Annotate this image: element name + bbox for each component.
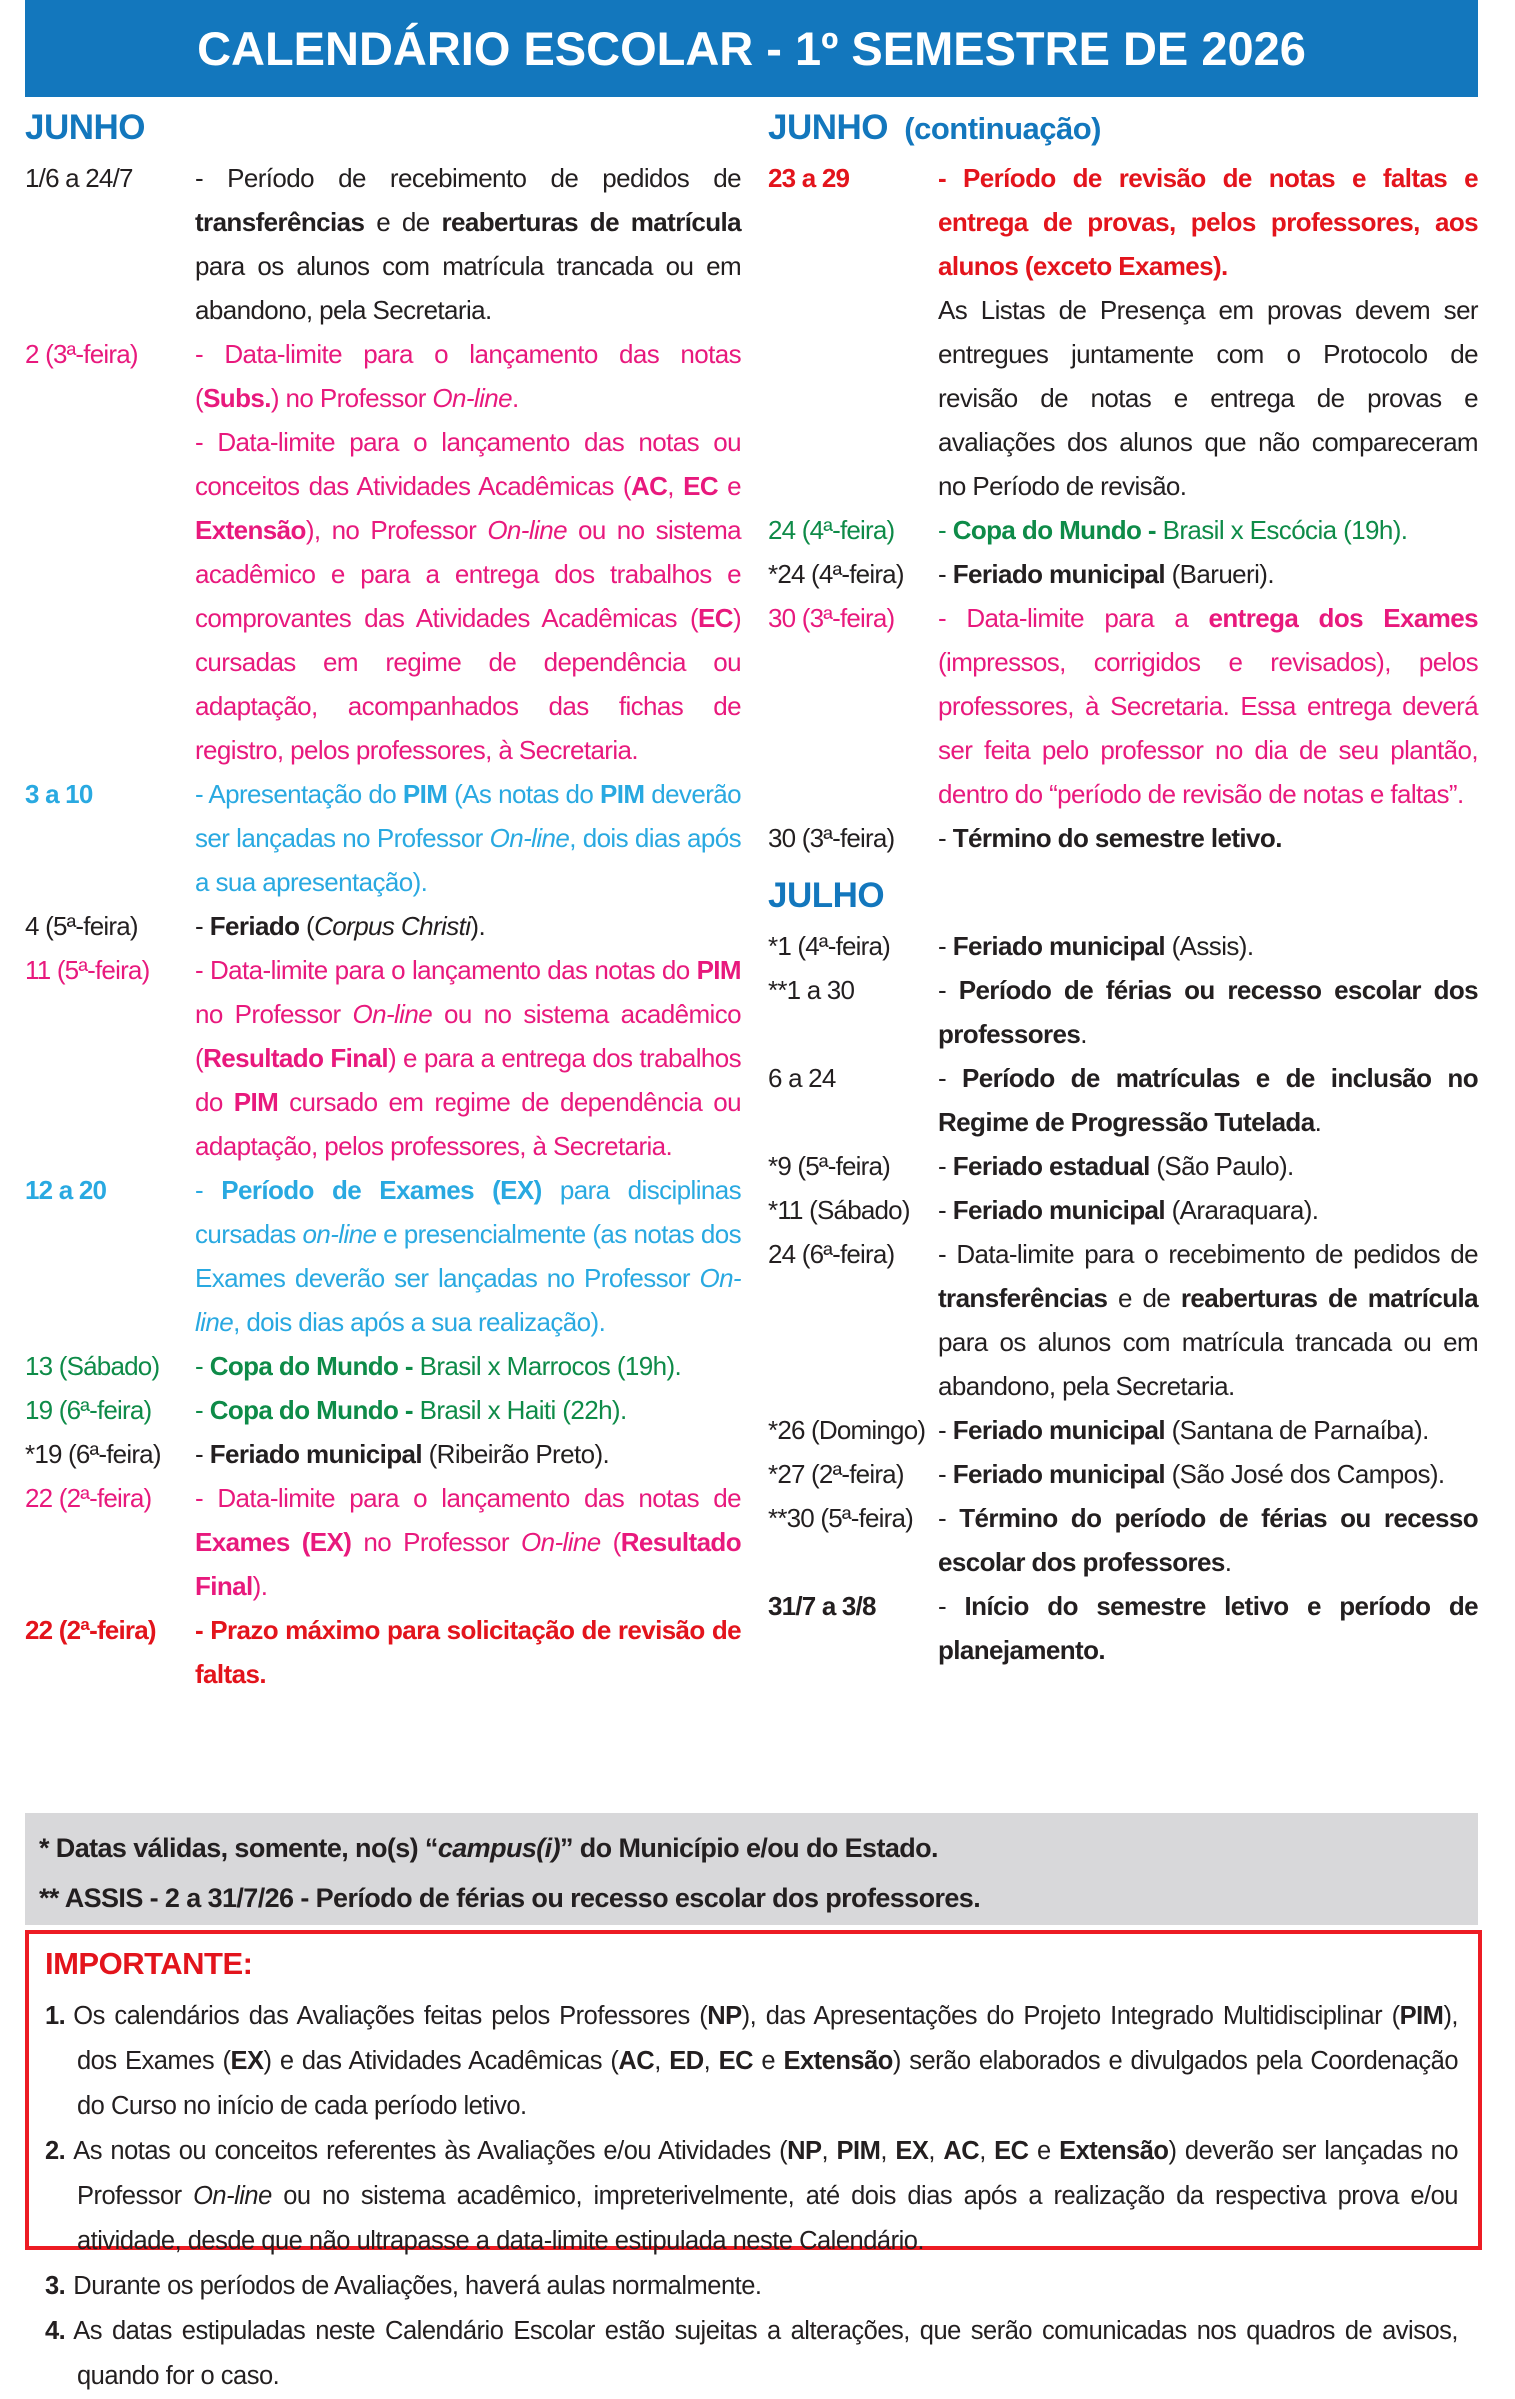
text-segment: Durante os períodos de Avaliações, haverá aulas normalmente. <box>73 2272 762 2300</box>
text-segment: - <box>195 1175 222 1205</box>
calendar-entry <box>768 596 1478 816</box>
text-segment: Brasil x Escócia (19h). <box>1155 515 1408 545</box>
header-banner <box>25 0 1478 97</box>
entry-paragraph <box>195 772 741 904</box>
text-segment: Término do período de férias ou recesso escolar dos professores <box>938 1503 1478 1577</box>
text-segment: , <box>880 2137 896 2165</box>
text-segment: - <box>938 515 953 545</box>
entry-date: 3 a 10 <box>25 779 93 809</box>
text-segment: Os calendários das Avaliações feitas pelos Professores ( <box>73 2002 708 2030</box>
text-segment: (Assis). <box>1164 931 1254 961</box>
entry-text <box>938 1144 1478 1188</box>
text-segment: NP <box>707 2002 742 2030</box>
text-segment: - <box>938 1503 960 1533</box>
entry-date: 31/7 a 3/8 <box>768 1591 876 1621</box>
text-segment: - <box>938 559 953 589</box>
text-segment: ) cursadas em regime de dependência ou adaptação, acompanhados das fichas de registro, pelos professores, à Secretaria. <box>195 603 741 765</box>
entry-text <box>938 1584 1478 1672</box>
text-segment: Feriado municipal <box>952 931 1165 961</box>
text-segment: e presencialmente (as notas dos Exames deverão ser lançadas no Professor <box>195 1219 741 1293</box>
calendar-entry <box>25 772 741 904</box>
calendar-entry <box>25 1476 741 1608</box>
calendar-entry <box>25 420 741 772</box>
text-segment: transferências <box>938 1283 1108 1313</box>
text-segment: On-line <box>432 383 512 413</box>
text-segment: e de <box>1107 1283 1181 1313</box>
text-segment: ) e das Atividades Acadêmicas ( <box>263 2047 619 2075</box>
text-segment: . <box>1224 1547 1232 1577</box>
calendar-entry <box>25 332 741 420</box>
text-segment: PIM <box>233 1087 279 1117</box>
month-heading <box>768 876 1478 916</box>
text-segment: on-line <box>302 1219 377 1249</box>
text-segment: ou no sistema acadêmico, impreterivelmente, até dois dias após a realização da respectiva prova e/ou atividade, desde que não ultrapasse a data-limite estipulada neste Calendário. <box>77 2182 1458 2255</box>
text-segment: ), dos Exames ( <box>77 2002 1459 2075</box>
text-segment: e <box>718 471 742 501</box>
text-segment: - <box>195 1439 210 1469</box>
text-segment: ou no sistema acadêmico ( <box>195 999 741 1073</box>
text-segment: Período de férias ou recesso escolar dos professores <box>938 975 1478 1049</box>
entry-text <box>195 772 741 904</box>
entry-paragraph <box>195 156 741 332</box>
text-segment: Copa do Mundo - <box>209 1351 413 1381</box>
calendar-entry <box>25 948 741 1168</box>
text-segment: campus(i) <box>437 1833 560 1863</box>
important-title: IMPORTANTE: <box>45 1946 253 1981</box>
text-segment: e <box>1028 2137 1060 2165</box>
text-segment: ou no sistema acadêmico e para a entrega dos trabalhos e comprovantes das Atividades Acadêmicas ( <box>195 515 741 633</box>
important-item <box>45 2264 1458 2309</box>
text-segment: - <box>938 931 953 961</box>
text-segment: AC <box>618 2047 655 2075</box>
entry-date: *24 (4ª-feira) <box>768 559 904 589</box>
entry-date: 13 (Sábado) <box>25 1351 160 1381</box>
entry-date: 6 a 24 <box>768 1063 836 1093</box>
entry-text <box>938 968 1478 1056</box>
important-item <box>45 2309 1458 2399</box>
month-name: JUNHO <box>25 108 146 147</box>
entry-date: *26 (Domingo) <box>768 1415 926 1445</box>
footnote-line <box>39 1823 1464 1873</box>
text-segment: Extensão <box>783 2047 893 2075</box>
text-segment: Brasil x Marrocos (19h). <box>412 1351 682 1381</box>
text-segment: - Data-limite para a <box>938 603 1209 633</box>
text-segment: EC <box>683 471 718 501</box>
text-segment: - <box>938 163 964 193</box>
calendar-entry <box>768 1452 1478 1496</box>
entry-date: 30 (3ª-feira) <box>768 603 895 633</box>
entry-date: 24 (4ª-feira) <box>768 515 895 545</box>
text-segment: - <box>938 1591 965 1621</box>
text-segment: Copa do Mundo - <box>952 515 1156 545</box>
calendar-entry <box>768 968 1478 1056</box>
text-segment: PIM <box>696 955 741 985</box>
text-segment: Prazo máximo para solicitação de revisão de faltas. <box>195 1615 741 1689</box>
month-heading <box>25 108 741 148</box>
text-segment: Corpus Christi <box>314 911 471 941</box>
calendar-entry <box>768 1144 1478 1188</box>
text-segment: Extensão <box>1059 2137 1169 2165</box>
text-segment: (Santana de Parnaíba). <box>1164 1415 1429 1445</box>
month-name: JUNHO <box>768 108 889 147</box>
text-segment: - Data-limite para o lançamento das notas ( <box>195 339 741 413</box>
entry-date: **1 a 30 <box>768 975 855 1005</box>
entry-paragraph <box>195 948 741 1168</box>
entry-paragraph <box>938 1188 1478 1232</box>
calendar-entry <box>25 904 741 948</box>
entry-text <box>195 420 741 772</box>
calendar-entry <box>768 1408 1478 1452</box>
text-segment: As datas estipuladas neste Calendário Escolar estão sujeitas a alterações, que serão comunicadas nos quadros de avisos, quando for o caso. <box>73 2317 1458 2390</box>
text-segment: , dois dias após a sua realização). <box>233 1307 606 1337</box>
text-segment: - <box>938 823 953 853</box>
text-segment: , <box>821 2137 837 2165</box>
entry-date: 1/6 a 24/7 <box>25 163 133 193</box>
text-segment: - <box>938 1195 953 1225</box>
text-segment: ) serão elaborados e divulgados pela Coordenação do Curso no início de cada período letivo. <box>77 2047 1459 2120</box>
text-segment: EC <box>698 603 733 633</box>
entry-paragraph <box>938 1144 1478 1188</box>
text-segment: ( <box>299 911 315 941</box>
text-segment: AC <box>630 471 668 501</box>
entry-date: 22 (2ª-feira) <box>25 1615 156 1645</box>
text-segment: . <box>512 383 519 413</box>
text-segment: On-line <box>193 2182 272 2210</box>
entry-text <box>195 1608 741 1696</box>
text-segment: EX <box>895 2137 929 2165</box>
calendar-entry <box>25 1608 741 1696</box>
entry-paragraph <box>195 1608 741 1696</box>
text-segment: PIM <box>402 779 448 809</box>
entry-paragraph <box>195 1344 741 1388</box>
text-segment: As Listas de Presença em provas devem ser entregues juntamente com o Protocolo de revisão de notas e entrega de provas e avaliações dos alunos que não compareceram no Período de revisão. <box>938 295 1478 501</box>
calendar-entry <box>768 156 1478 508</box>
text-segment: - <box>938 975 959 1005</box>
calendar-entry <box>25 1432 741 1476</box>
text-segment: , <box>979 2137 995 2165</box>
important-item <box>45 2129 1458 2264</box>
calendar-entry <box>768 552 1478 596</box>
text-segment: (Barueri). <box>1164 559 1274 589</box>
entry-paragraph <box>938 1056 1478 1144</box>
text-segment: Início do semestre letivo e período de planejamento. <box>938 1591 1478 1665</box>
entry-text <box>938 816 1478 860</box>
entry-date: *11 (Sábado) <box>768 1195 910 1225</box>
text-segment: EC <box>994 2137 1029 2165</box>
entry-paragraph <box>938 1232 1478 1408</box>
item-number: 3. <box>45 2272 66 2300</box>
text-segment: para os alunos com matrícula trancada ou em abandono, pela Secretaria. <box>938 1327 1478 1401</box>
entry-date: 19 (6ª-feira) <box>25 1395 152 1425</box>
text-segment: Período de revisão de notas e faltas e entrega de provas, pelos professores, aos alunos (exceto Exames). <box>938 163 1479 281</box>
text-segment: Brasil x Haiti (22h). <box>412 1395 627 1425</box>
text-segment: - Período de recebimento de pedidos de <box>195 163 741 193</box>
entry-paragraph <box>938 156 1478 288</box>
text-segment: (Araraquara). <box>1164 1195 1319 1225</box>
text-segment: transferências <box>195 207 365 237</box>
entry-text <box>195 1388 741 1432</box>
entry-paragraph <box>938 968 1478 1056</box>
calendar-entry <box>25 1388 741 1432</box>
calendar-entry <box>768 1584 1478 1672</box>
text-segment: As notas ou conceitos referentes às Avaliações e/ou Atividades ( <box>73 2137 788 2165</box>
text-segment: ** ASSIS - 2 a 31/7/26 - Período de férias ou recesso escolar dos professores. <box>39 1883 981 1913</box>
text-segment: - Data-limite para o lançamento das notas de <box>195 1483 741 1513</box>
text-segment: Resultado Final <box>203 1043 389 1073</box>
text-segment: Copa do Mundo - <box>209 1395 413 1425</box>
text-segment: (São José dos Campos). <box>1164 1459 1445 1489</box>
calendar-column-left <box>25 106 741 1696</box>
text-segment: On-line <box>195 1263 741 1337</box>
text-segment: Feriado municipal <box>952 1459 1165 1489</box>
text-segment: ED <box>669 2047 704 2075</box>
entry-date: *27 (2ª-feira) <box>768 1459 904 1489</box>
calendar-entry <box>25 1168 741 1344</box>
text-segment: On-line <box>489 823 570 853</box>
text-segment: ) deverão ser lançadas no Professor <box>77 2137 1459 2210</box>
entry-text <box>938 508 1478 552</box>
text-segment: ). <box>252 1571 268 1601</box>
entry-paragraph <box>938 1496 1478 1584</box>
text-segment: - <box>938 1459 953 1489</box>
text-segment: (São Paulo). <box>1149 1151 1294 1181</box>
entry-date: 22 (2ª-feira) <box>25 1483 152 1513</box>
entry-text <box>195 1168 741 1344</box>
entry-date: *1 (4ª-feira) <box>768 931 891 961</box>
text-segment: cursado em regime de dependência ou adaptação, pelos professores, à Secretaria. <box>195 1087 741 1161</box>
entry-text <box>195 1476 741 1608</box>
text-segment: ( <box>600 1527 621 1557</box>
text-segment: ) no Professor <box>270 383 433 413</box>
text-segment: - <box>195 1395 210 1425</box>
calendar-entry <box>768 924 1478 968</box>
text-segment: (As notas do <box>447 779 600 809</box>
entry-paragraph <box>195 904 741 948</box>
entry-paragraph <box>938 816 1478 860</box>
calendar-entry <box>768 1188 1478 1232</box>
text-segment: - Data-limite para o lançamento das notas do <box>195 955 697 985</box>
entry-text <box>938 1452 1478 1496</box>
text-segment: On-line <box>352 999 433 1029</box>
entry-date: 2 (3ª-feira) <box>25 339 138 369</box>
text-segment: * Datas válidas, somente, no(s) “ <box>39 1833 438 1863</box>
entry-paragraph <box>938 508 1478 552</box>
text-segment: On-line <box>520 1527 601 1557</box>
text-segment: , <box>703 2047 719 2075</box>
important-item <box>45 1994 1458 2129</box>
entry-text <box>938 1496 1478 1584</box>
entry-date: *19 (6ª-feira) <box>25 1439 161 1469</box>
calendar-entry <box>768 1232 1478 1408</box>
entry-text <box>938 552 1478 596</box>
entry-date: *9 (5ª-feira) <box>768 1151 891 1181</box>
entry-date: 12 a 20 <box>25 1175 107 1205</box>
text-segment: Feriado municipal <box>952 1195 1165 1225</box>
important-items <box>45 1994 1458 2399</box>
footnote-line <box>39 1873 1464 1923</box>
text-segment: (Ribeirão Preto). <box>421 1439 610 1469</box>
text-segment: para os alunos com matrícula trancada ou em abandono, pela Secretaria. <box>195 251 741 325</box>
text-segment: Período de matrículas e de inclusão no Regime de Progressão Tutelada <box>938 1063 1478 1137</box>
text-segment: reaberturas de matrícula <box>441 207 741 237</box>
entry-text <box>195 1432 741 1476</box>
entry-text <box>938 1188 1478 1232</box>
month-heading <box>768 108 1478 148</box>
entry-text <box>938 924 1478 968</box>
text-segment: , <box>667 471 684 501</box>
entry-paragraph <box>195 1168 741 1344</box>
text-segment: ), das Apresentações do Projeto Integrado Multidisciplinar ( <box>741 2002 1400 2030</box>
item-number: 4. <box>45 2317 66 2345</box>
text-segment: e de <box>364 207 442 237</box>
text-segment: ). <box>470 911 486 941</box>
calendar-column-right <box>768 106 1478 1672</box>
text-segment: Feriado estadual <box>952 1151 1150 1181</box>
text-segment: - <box>195 911 210 941</box>
entry-paragraph <box>195 1476 741 1608</box>
calendar-entry <box>768 508 1478 552</box>
text-segment: - <box>938 1151 953 1181</box>
text-segment: PIM <box>1399 2002 1444 2030</box>
text-segment: entrega dos Exames <box>1208 603 1479 633</box>
entry-paragraph <box>938 924 1478 968</box>
text-segment: PIM <box>836 2137 881 2165</box>
text-segment: AC <box>943 2137 980 2165</box>
text-segment: Resultado Final <box>195 1527 741 1601</box>
entry-paragraph <box>195 332 741 420</box>
entry-text <box>195 1344 741 1388</box>
text-segment: On-line <box>487 515 567 545</box>
text-segment: , dois dias após a sua apresentação). <box>195 823 741 897</box>
text-segment: Subs. <box>203 383 271 413</box>
text-segment: (impressos, corrigidos e revisados), pelos professores, à Secretaria. Essa entrega deverá ser feita pelo professor no dia de seu plantão, dentro do “período de revisão de notas e faltas”. <box>938 647 1478 809</box>
entry-paragraph <box>938 596 1478 816</box>
text-segment: PIM <box>600 779 645 809</box>
calendar-entry <box>768 1056 1478 1144</box>
entry-paragraph <box>938 1452 1478 1496</box>
entry-paragraph <box>938 552 1478 596</box>
text-segment: ) e para a entrega dos trabalhos do <box>195 1043 741 1117</box>
entry-text <box>195 156 741 332</box>
entry-text <box>938 1056 1478 1144</box>
text-segment: e <box>753 2047 784 2075</box>
important-box <box>25 1930 1482 2390</box>
entry-text <box>938 1232 1478 1408</box>
text-segment: . <box>1080 1019 1087 1049</box>
text-segment: Término do semestre letivo. <box>952 823 1282 853</box>
entry-date: 23 a 29 <box>768 163 850 193</box>
item-number: 2. <box>45 2137 66 2165</box>
text-segment: no Professor <box>351 1527 521 1557</box>
text-segment: Extensão <box>195 515 306 545</box>
month-name: JULHO <box>768 876 885 915</box>
entry-date: 4 (5ª-feira) <box>25 911 138 941</box>
footnotes-box <box>25 1813 1478 1925</box>
text-segment: Feriado municipal <box>952 1415 1165 1445</box>
entry-paragraph <box>938 1584 1478 1672</box>
text-segment: para disciplinas cursadas <box>195 1175 742 1249</box>
item-number: 1. <box>45 2002 66 2030</box>
text-segment: reaberturas de matrícula <box>1180 1283 1478 1313</box>
text-segment: Feriado municipal <box>209 1439 422 1469</box>
entry-date: 24 (6ª-feira) <box>768 1239 895 1269</box>
text-segment: , <box>654 2047 670 2075</box>
entry-paragraph <box>938 288 1478 508</box>
text-segment: - Data-limite para o lançamento das notas ou conceitos das Atividades Acadêmicas ( <box>195 427 741 501</box>
calendar-entry <box>25 156 741 332</box>
text-segment: EC <box>718 2047 754 2075</box>
text-segment: - <box>195 1351 210 1381</box>
entry-text <box>938 156 1478 508</box>
text-segment: ), no Professor <box>305 515 488 545</box>
text-segment: NP <box>787 2137 822 2165</box>
entry-text <box>195 904 741 948</box>
entry-text <box>195 332 741 420</box>
entry-text <box>938 1408 1478 1452</box>
text-segment: , <box>928 2137 944 2165</box>
month-suffix: (continuação) <box>888 111 1101 146</box>
calendar-entry <box>25 1344 741 1388</box>
text-segment: Período de Exames (EX) <box>221 1175 542 1205</box>
entry-date: 11 (5ª-feira) <box>25 955 150 985</box>
entry-date: 30 (3ª-feira) <box>768 823 895 853</box>
text-segment: . <box>1314 1107 1322 1137</box>
text-segment: - <box>938 1063 963 1093</box>
entry-date: **30 (5ª-feira) <box>768 1503 914 1533</box>
text-segment: Feriado municipal <box>952 559 1165 589</box>
text-segment: - <box>195 1615 211 1645</box>
text-segment: - Data-limite para o recebimento de pedidos de <box>938 1239 1478 1269</box>
text-segment: EX <box>230 2047 264 2075</box>
entry-paragraph <box>195 420 741 772</box>
calendar-entry <box>768 816 1478 860</box>
entry-text <box>938 596 1478 816</box>
text-segment: - <box>938 1415 953 1445</box>
text-segment: Exames (EX) <box>195 1527 352 1557</box>
text-segment: - Apresentação do <box>195 779 403 809</box>
text-segment: no Professor <box>195 999 353 1029</box>
calendar-entry <box>768 1496 1478 1584</box>
entry-paragraph <box>938 1408 1478 1452</box>
text-segment: Feriado <box>209 911 300 941</box>
page-title: CALENDÁRIO ESCOLAR - 1º SEMESTRE DE 2026 <box>197 22 1306 75</box>
text-segment: deverão ser lançadas no Professor <box>195 779 741 853</box>
text-segment: ” do Município e/ou do Estado. <box>559 1833 938 1863</box>
entry-paragraph <box>195 1432 741 1476</box>
entry-paragraph <box>195 1388 741 1432</box>
entry-text <box>195 948 741 1168</box>
